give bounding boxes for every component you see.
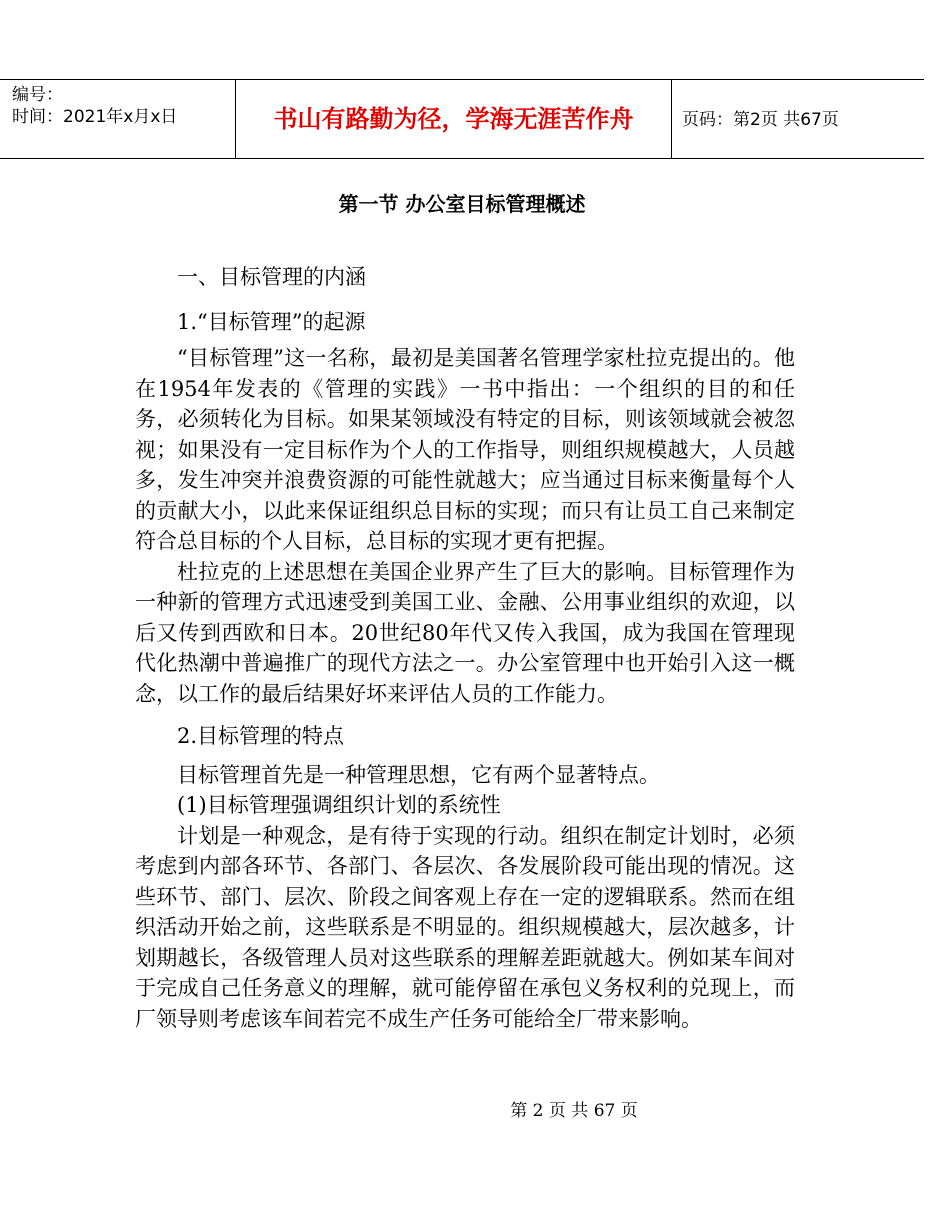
body-paragraph: 计划是一种观念，是有待于实现的行动。组织在制定计划时，必须考虑到内部各环节、各部门、各层次、各发展阶段可能出现的情况。这些环节、部门、层次、阶段之间客观上存在一定的逻辑联系。然而在组织活动开始之前，这些联系是不明显的。组织规模越大，层次越多，计划期越长，各级管理人员对这些联系的理解差距就越大。例如某车间对于完成自己任务意义的理解，就可能停留在承包义务权利的兑现上，而厂领导则考虑该车间若完不成生产任务可能给全厂带来影响。 bbox=[135, 823, 795, 1031]
section-title: 第一节 办公室目标管理概述 bbox=[338, 192, 586, 216]
header-motto-cell bbox=[236, 80, 672, 158]
page-code-label: 页码：第2页 共67页 bbox=[682, 110, 839, 130]
header-info-cell bbox=[0, 80, 236, 158]
page-footer: 第 2 页 共 67 页 bbox=[510, 1101, 638, 1121]
header-page-cell bbox=[672, 80, 924, 158]
heading-level2: 2.目标管理的特点 bbox=[177, 724, 345, 748]
motto-text: 书山有路勤为径，学海无涯苦作舟 bbox=[273, 105, 634, 133]
document-number-label: 编号： bbox=[12, 85, 63, 105]
body-paragraph: “目标管理”这一名称，最初是美国著名管理学家杜拉克提出的。他在1954年发表的《管理的实践》一书中指出：一个组织的目的和任务，必须转化为目标。如果某领域没有特定的目标，则该领域就会被忽视；如果没有一定目标作为个人的工作指导，则组织规模越大，人员越多，发生冲突并浪费资源的可能性就越大；应当通过目标来衡量每个人的贡献大小，以此来保证组织总目标的实现；而只有让员工自己来制定符合总目标的个人目标，总目标的实现才更有把握。 bbox=[135, 346, 795, 553]
body-paragraph: 杜拉克的上述思想在美国企业界产生了巨大的影响。目标管理作为一种新的管理方式迅速受到美国工业、金融、公用事业组织的欢迎，以后又传到西欧和日本。20世纪80年代又传入我国，成为我国在管理现代化热潮中普遍推广的现代方法之一。办公室管理中也开始引入这一概念，以工作的最后结果好坏来评估人员的工作能力。 bbox=[135, 559, 795, 706]
document-time-label: 时间：2021年x月x日 bbox=[12, 107, 178, 127]
header-table bbox=[0, 79, 924, 159]
document-body bbox=[135, 262, 795, 1034]
heading-level3: (1)目标管理强调组织计划的系统性 bbox=[177, 793, 501, 817]
heading-level2: 1.“目标管理”的起源 bbox=[177, 309, 366, 334]
heading-level1: 一、目标管理的内涵 bbox=[177, 265, 366, 289]
body-paragraph: 目标管理首先是一种管理思想，它有两个显著特点。 bbox=[177, 762, 660, 787]
